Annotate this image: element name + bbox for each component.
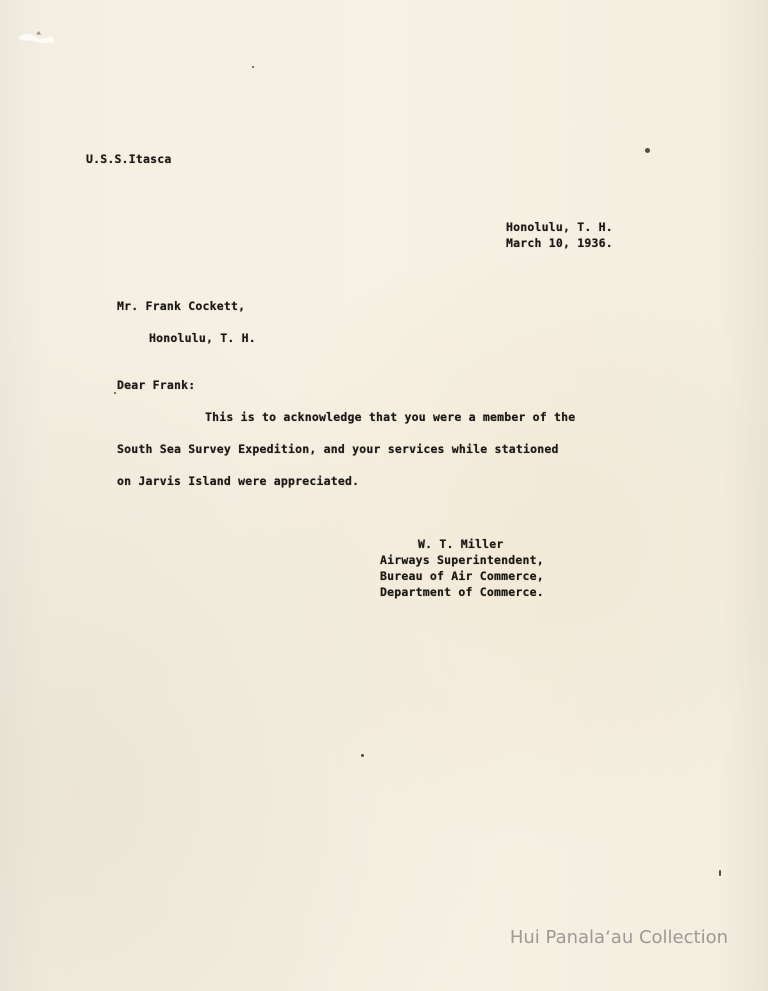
letter-place: Honolulu, T. H. bbox=[506, 220, 613, 234]
signature-title: Airways Superintendent, bbox=[380, 553, 544, 567]
letter-date: March 10, 1936. bbox=[506, 236, 613, 250]
paper-tear-mark bbox=[14, 28, 58, 48]
body-line: This is to acknowledge that you were a member of the bbox=[205, 410, 576, 424]
paper-speck bbox=[719, 870, 721, 876]
recipient-name: Mr. Frank Cockett, bbox=[117, 299, 246, 313]
body-line: South Sea Survey Expedition, and your services while stationed bbox=[117, 442, 559, 456]
ship-name: U.S.S.Itasca bbox=[86, 152, 172, 166]
paper-speck bbox=[645, 148, 650, 153]
signature-bureau: Bureau of Air Commerce, bbox=[380, 569, 544, 583]
paper-speck bbox=[361, 754, 364, 757]
recipient-address: Honolulu, T. H. bbox=[149, 331, 256, 345]
body-line: on Jarvis Island were appreciated. bbox=[117, 474, 360, 488]
signature-department: Department of Commerce. bbox=[380, 585, 544, 599]
paper-speck bbox=[252, 66, 254, 68]
paper-speck bbox=[114, 392, 116, 394]
signature-name: W. T. Miller bbox=[418, 537, 504, 551]
salutation: Dear Frank: bbox=[117, 378, 196, 392]
collection-watermark: Hui Panalaʻau Collection bbox=[509, 927, 728, 948]
